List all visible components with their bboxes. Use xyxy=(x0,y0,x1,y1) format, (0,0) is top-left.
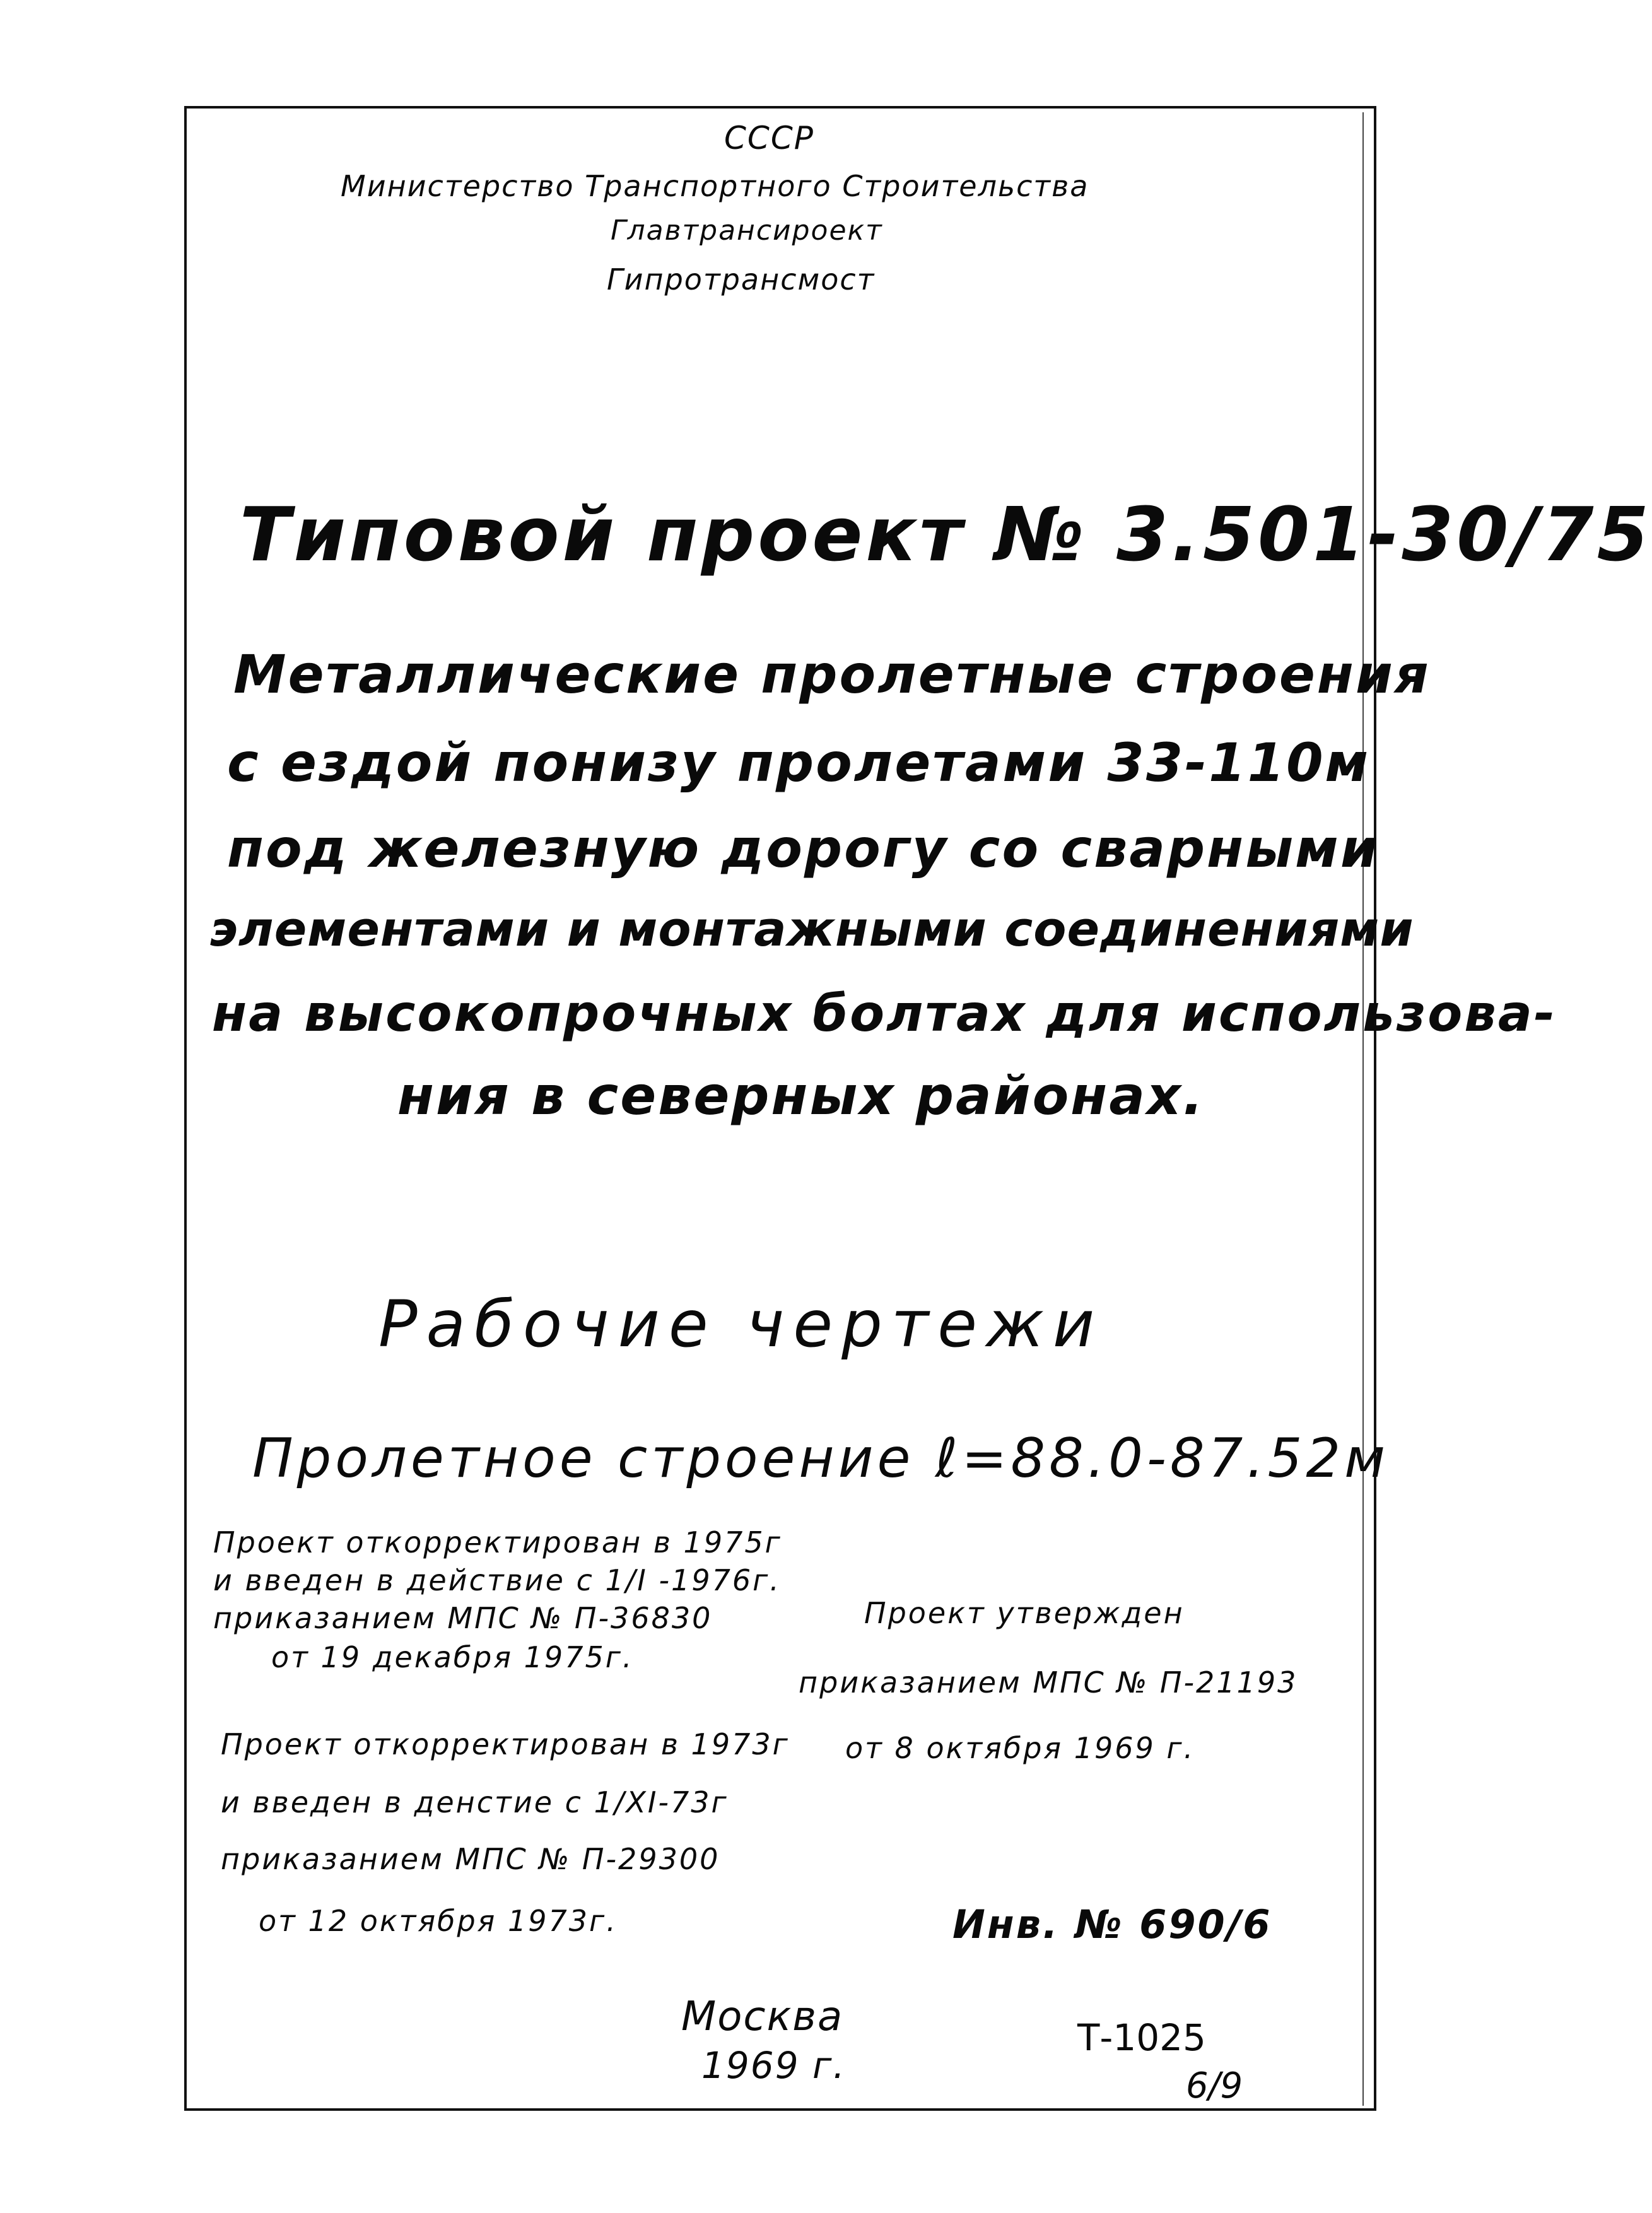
work-drawings-heading: Рабочие чертежи xyxy=(378,1287,1104,1362)
description-line-4: элементами и монтажными соединениями xyxy=(209,901,1414,957)
project-title xyxy=(240,491,1652,578)
document-code: Т-1025 xyxy=(1077,2016,1206,2059)
inventory-number: Инв. № 690/6 xyxy=(952,1901,1272,1947)
header-institute: Гипротрансмост xyxy=(607,262,876,296)
header-ministry: Министерство Транспортного Строительства xyxy=(341,169,1089,203)
description-line-2: с ездой понизу пролетами 33-110м xyxy=(227,732,1371,794)
span-structure: Пролетное строение ℓ=88.0-87.52м xyxy=(252,1427,1389,1490)
correction-1973-line-2: и введен в денстие с 1/XI-73г xyxy=(221,1785,729,1819)
correction-1975-line-4: от 19 декабря 1975г. xyxy=(271,1640,634,1674)
description-line-1: Металлические пролетные строения xyxy=(233,643,1431,705)
approval-line-2: приказанием МПС № П-21193 xyxy=(799,1665,1298,1699)
correction-1973-line-4: от 12 октября 1973г. xyxy=(259,1904,618,1938)
correction-1975-line-1: Проект откорректирован в 1975г xyxy=(213,1525,782,1559)
project-number: 3.501-30/75 xyxy=(1116,491,1652,578)
correction-1975-line-2: и введен в действие с 1/I -1976г. xyxy=(213,1563,781,1597)
correction-1973-line-3: приказанием МПС № П-29300 xyxy=(221,1842,720,1876)
correction-1975-line-3: приказанием МПС № П-36830 xyxy=(213,1601,713,1635)
publication-year: 1969 г. xyxy=(701,2044,846,2087)
frame-edge-shadow xyxy=(1362,112,1364,2106)
approval-line-1: Проект утвержден xyxy=(864,1596,1185,1630)
publication-place: Москва xyxy=(681,1993,844,2040)
sheet-code: 6/9 xyxy=(1186,2065,1243,2106)
description-line-6: ния в северных районах. xyxy=(397,1065,1205,1127)
approval-line-3: от 8 октября 1969 г. xyxy=(845,1731,1195,1765)
header-department: Главтрансироект xyxy=(611,214,883,247)
header-country: СССР xyxy=(724,120,814,156)
description-line-3: под железную дорогу со сварными xyxy=(227,818,1380,879)
project-title-label: Типовой проект № xyxy=(240,491,1087,578)
correction-1973-line-1: Проект откорректирован в 1973г xyxy=(221,1727,790,1761)
description-line-5: на высокопрочных болтах для использова- xyxy=(212,984,1557,1043)
